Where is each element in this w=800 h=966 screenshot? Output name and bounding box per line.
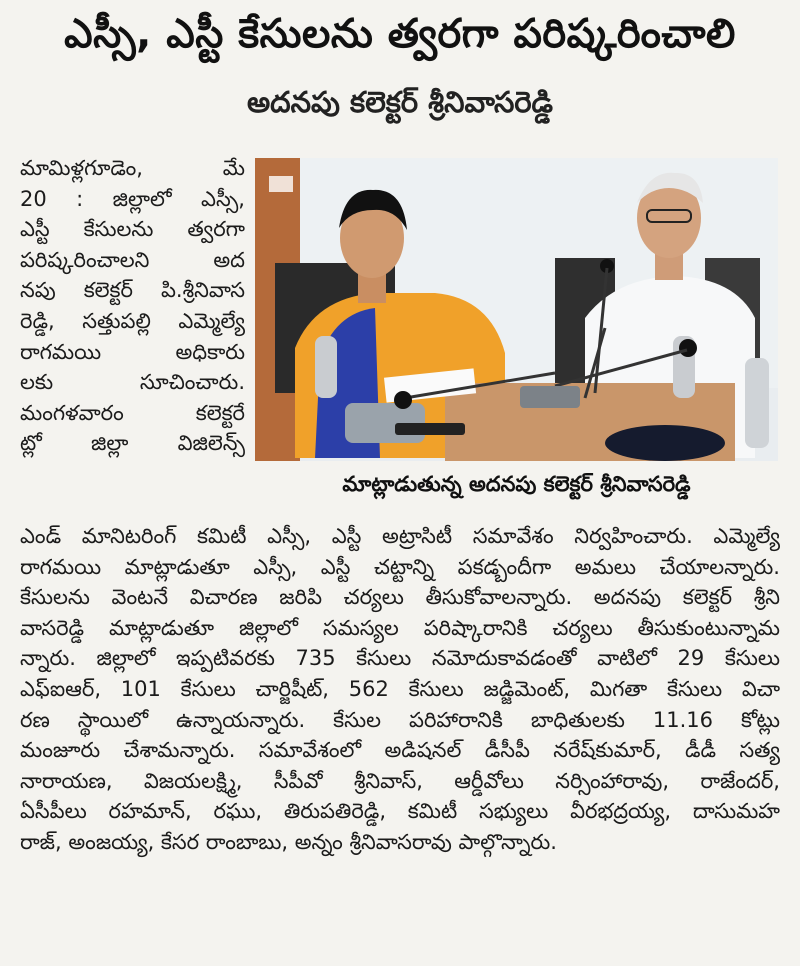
body-line: 20 : జిల్లాలో ఎస్సీ,: [20, 186, 245, 211]
body-line: నారాయణ, విజయలక్ష్మి, సీపీవో శ్రీనివాస్, ఆర్డీవోలు నర్సింహారావు, రాజేందర్,: [20, 768, 780, 793]
body-line: మామిళ్లగూడెం, మే: [20, 156, 245, 180]
photo-caption: మాట్లాడుతున్న అదనపు కలెక్టర్ శ్రీనివాసరెడ్డి: [342, 472, 691, 496]
body-line: రాగమయి మాట్లాడుతూ ఎస్సీ, ఎస్టీ చట్టాన్ని పకడ్బందీగా అమలు చేయాలన్నారు.: [20, 554, 780, 579]
body-line: ట్లో జిల్లా విజిలెన్స్: [20, 431, 245, 456]
body-line: వాసరెడ్డి మాట్లాడుతూ జిల్లాలో సమస్యల పరిష్కారానికి చర్యలు తీసుకుంటున్నామ: [20, 615, 780, 640]
body-line: రణ స్థాయిలో ఉన్నాయన్నారు. కేసుల పరిహారానికి బాధితులకు 11.16 కోట్లు: [20, 707, 780, 732]
body-line: రాజ్, అంజయ్య, కేసర రాంబాబు, అన్నం శ్రీనివాసరావు పాల్గొన్నారు.: [20, 829, 557, 854]
article-body-narrow: [20, 153, 245, 459]
body-line: మంజూరు చేశామన్నారు. సమావేశంలో అడిషనల్ డీసీపీ నరేష్‌కుమార్, డీడీ సత్య: [20, 738, 780, 763]
body-line: రాగమయి అధికారు: [20, 339, 245, 364]
body-line: ఎఫ్ఐఆర్, 101 కేసులు చార్జిషీట్, 562 కేసులు జడ్జిమెంట్, మిగతా కేసులు విచా: [20, 676, 780, 701]
body-line: లకు సూచించారు.: [20, 370, 245, 395]
body-line: న్నారు. జిల్లాలో ఇప్పటివరకు 735 కేసులు నమోదుకావడంతో వాటిలో 29 కేసులు: [20, 646, 780, 671]
article-body-wide: [20, 521, 780, 858]
body-line: మంగళవారం కలెక్టరే: [20, 400, 245, 425]
body-line: పరిష్కరించాలని అద: [20, 247, 245, 272]
body-line: కేసులను వెంటనే విచారణ జరిపి చర్యలు తీసుకోవాలన్నారు. అదనపు కలెక్టర్ శ్రీని: [20, 585, 780, 610]
news-photo: [255, 158, 778, 461]
body-line: ఎండ్ మానిటరింగ్ కమిటీ ఎస్సీ, ఎస్టీ అట్రాసిటీ సమావేశం నిర్వహించారు. ఎమ్మెల్యే: [20, 524, 780, 548]
meeting-photo-illustration: [255, 158, 778, 461]
body-line: రెడ్డి, సత్తుపల్లి ఎమ్మెల్యే: [20, 308, 245, 333]
headline: ఎస్సీ, ఎస్టీ కేసులను త్వరగా పరిష్కరించాలి: [64, 11, 736, 57]
body-line: నపు కలెక్టర్ పి.శ్రీనివాస: [20, 278, 245, 303]
body-line: ఏసీపీలు రహమాన్, రఘు, తిరుపతిరెడ్డి, కమిటీ సభ్యులు వీరభద్రయ్య, దాసుమహ: [20, 799, 780, 824]
body-line: ఎస్టీ కేసులను త్వరగా: [20, 217, 245, 242]
subheadline: అదనపు కలెక్టర్ శ్రీనివాసరెడ్డి: [246, 85, 554, 119]
